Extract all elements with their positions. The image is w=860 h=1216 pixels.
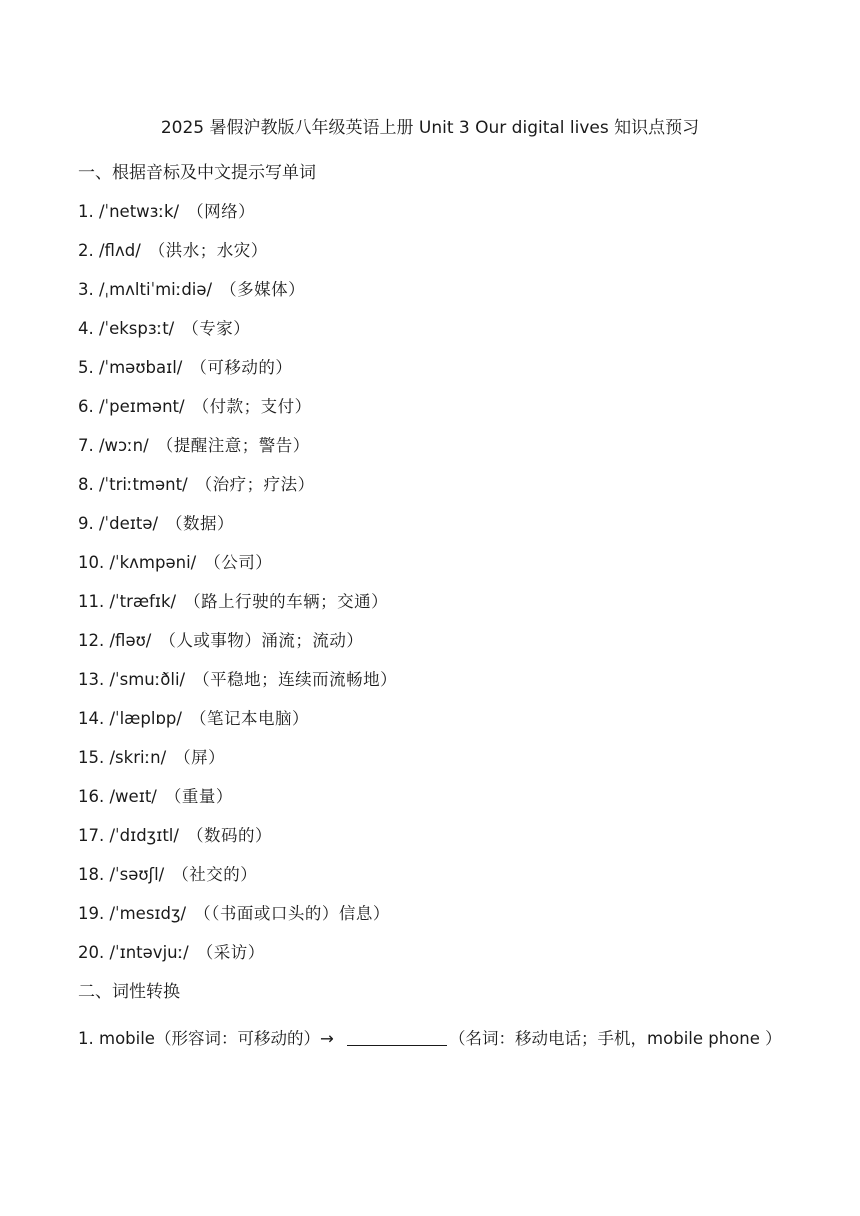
vocab-item-hint: （多媒体） <box>220 280 306 299</box>
vocab-item <box>78 551 397 590</box>
vocab-item-phonetic: /ˈekspɜːt/ <box>99 319 175 338</box>
vocab-item <box>78 395 397 434</box>
vocab-item-number: 5. <box>78 358 94 377</box>
vocab-item <box>78 239 397 278</box>
vocab-item-hint: （屏） <box>174 748 226 767</box>
vocab-item-number: 1. <box>78 202 94 221</box>
vocab-item-hint: （公司） <box>204 553 273 572</box>
vocab-item-hint: （治疗；疗法） <box>195 475 315 494</box>
vocab-item-phonetic: /ˈlæplɒp/ <box>109 709 182 728</box>
conversion-source-hint: （形容词：可移动的）→ <box>154 1029 334 1048</box>
conversion-target-hint: （名词：移动电话；手机，mobile phone ） <box>449 1029 782 1048</box>
vocab-item-number: 13. <box>78 670 105 689</box>
vocab-item <box>78 278 397 317</box>
vocab-item <box>78 512 397 551</box>
vocab-item <box>78 590 397 629</box>
vocab-item-number: 4. <box>78 319 94 338</box>
vocab-item-phonetic: /ˈdeɪtə/ <box>99 514 159 533</box>
vocab-item-phonetic: /ˈɪntəvjuː/ <box>109 943 189 962</box>
vocab-item-number: 14. <box>78 709 105 728</box>
vocab-item-phonetic: /ˈpeɪmənt/ <box>99 397 185 416</box>
vocab-item <box>78 434 397 473</box>
vocab-item <box>78 746 397 785</box>
vocab-item-hint: （路上行驶的车辆；交通） <box>184 592 389 611</box>
vocab-item-hint: （笔记本电脑） <box>189 709 309 728</box>
word-conversion-item <box>78 1019 788 1059</box>
vocab-item-hint: （可移动的） <box>190 358 293 377</box>
vocab-item-number: 16. <box>78 787 105 806</box>
vocab-item <box>78 629 397 668</box>
vocab-item <box>78 941 397 980</box>
vocab-item-phonetic: /ˈtriːtmənt/ <box>99 475 188 494</box>
vocab-item-number: 3. <box>78 280 94 299</box>
vocab-item-phonetic: /ˈsmuːðli/ <box>109 670 186 689</box>
vocab-item-hint: （提醒注意；警告） <box>156 436 310 455</box>
vocab-item-phonetic: /ˈtræfɪk/ <box>109 592 177 611</box>
vocab-item-hint: （采访） <box>196 943 265 962</box>
vocab-item <box>78 317 397 356</box>
vocab-item-phonetic: /wɔːn/ <box>99 436 149 455</box>
vocab-item-hint: （人或事物）涌流；流动） <box>159 631 364 650</box>
vocab-item-hint: （社交的） <box>172 865 258 884</box>
vocab-item <box>78 200 397 239</box>
vocab-item-hint: （重量） <box>164 787 233 806</box>
vocab-item-phonetic: /ˌmʌltiˈmiːdiə/ <box>99 280 213 299</box>
vocab-item <box>78 824 397 863</box>
vocab-item-phonetic: /weɪt/ <box>109 787 157 806</box>
vocab-item-phonetic: /flʌd/ <box>99 241 141 260</box>
vocab-item-number: 11. <box>78 592 105 611</box>
vocab-item-hint: （（书面或口头的）信息） <box>194 904 390 923</box>
vocab-item-phonetic: /ˈdɪdʒɪtl/ <box>109 826 179 845</box>
vocab-item-hint: （数据） <box>166 514 235 533</box>
vocab-item-number: 18. <box>78 865 105 884</box>
vocab-item-number: 15. <box>78 748 105 767</box>
vocab-item-number: 10. <box>78 553 105 572</box>
vocab-item <box>78 785 397 824</box>
vocab-item-number: 20. <box>78 943 105 962</box>
vocab-exercise-list <box>78 200 397 980</box>
vocab-item-phonetic: /ˈkʌmpəni/ <box>109 553 197 572</box>
vocab-item-number: 6. <box>78 397 94 416</box>
vocab-item-hint: （专家） <box>182 319 251 338</box>
conversion-word: mobile <box>99 1029 155 1048</box>
vocab-item-hint: （付款；支付） <box>192 397 312 416</box>
vocab-item-number: 12. <box>78 631 105 650</box>
section-1-heading: 一、根据音标及中文提示写单词 <box>78 163 316 183</box>
vocab-item-hint: （洪水；水灾） <box>148 241 268 260</box>
conversion-number: 1. <box>78 1029 94 1048</box>
document-title: 2025 暑假沪教版八年级英语上册 Unit 3 Our digital lives 知识点预习 <box>160 118 700 138</box>
vocab-item <box>78 356 397 395</box>
vocab-item-number: 7. <box>78 436 94 455</box>
vocab-item-number: 9. <box>78 514 94 533</box>
vocab-item <box>78 902 397 941</box>
vocab-item-phonetic: /ˈməʊbaɪl/ <box>99 358 183 377</box>
section-2-heading: 二、词性转换 <box>78 982 180 1002</box>
vocab-item-number: 19. <box>78 904 105 923</box>
vocab-item-number: 2. <box>78 241 94 260</box>
vocab-item-phonetic: /skriːn/ <box>109 748 167 767</box>
vocab-item <box>78 863 397 902</box>
conversion-answer-blank[interactable] <box>347 1027 447 1046</box>
vocab-item <box>78 707 397 746</box>
vocab-item-phonetic: /ˈsəʊʃl/ <box>109 865 165 884</box>
vocab-item <box>78 668 397 707</box>
vocab-item-number: 8. <box>78 475 94 494</box>
vocab-item-phonetic: /fləʊ/ <box>109 631 152 650</box>
vocab-item-number: 17. <box>78 826 105 845</box>
vocab-item-phonetic: /ˈnetwɜːk/ <box>99 202 180 221</box>
vocab-item-hint: （数码的） <box>186 826 272 845</box>
vocab-item-phonetic: /ˈmesɪdʒ/ <box>109 904 187 923</box>
vocab-item <box>78 473 397 512</box>
vocab-item-hint: （平稳地；连续而流畅地） <box>193 670 398 689</box>
vocab-item-hint: （网络） <box>187 202 256 221</box>
